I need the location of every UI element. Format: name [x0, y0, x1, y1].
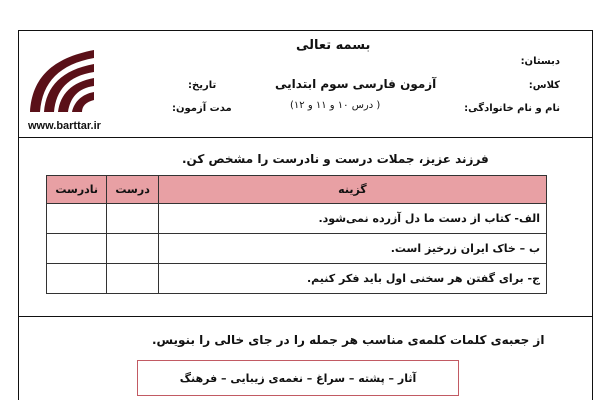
lessons-range: ( درس ۱۰ و ۱۱ و ۱۲): [290, 100, 381, 111]
column-correct: درست: [107, 176, 158, 204]
statement-text: ج- برای گفتن هر سخنی اول باید فکر کنیم.: [158, 264, 546, 294]
incorrect-cell[interactable]: [47, 204, 107, 234]
exam-title: آزمون فارسی سوم ابتدایی: [275, 77, 437, 91]
table-header-row: [47, 176, 547, 204]
top-border: [18, 30, 592, 31]
word-box: آثار – پشته – سراغ – نغمه‌ی زیبایی – فرهنگ: [137, 360, 459, 396]
table-row: [47, 204, 547, 234]
duration-label: مدت آزمون:: [172, 103, 232, 114]
correct-cell[interactable]: [107, 204, 158, 234]
true-false-table: [46, 175, 547, 294]
incorrect-cell[interactable]: [47, 264, 107, 294]
header-divider: [18, 137, 592, 138]
bismillah: بسمه تعالی: [296, 38, 371, 53]
statement-text: الف- کتاب از دست ما دل آزرده نمی‌شود.: [158, 204, 546, 234]
date-label: تاریخ:: [188, 80, 217, 91]
website-url: www.barttar.ir: [28, 120, 101, 132]
section-divider: [18, 316, 592, 317]
correct-cell[interactable]: [107, 264, 158, 294]
statement-text: ب – خاک ایران زرخیز است.: [158, 234, 546, 264]
barttar-logo-icon: [22, 38, 102, 118]
right-border: [592, 30, 593, 400]
table-row: [47, 264, 547, 294]
class-label: کلاس:: [528, 80, 560, 91]
column-option: گزینه: [158, 176, 546, 204]
name-label: نام و نام خانوادگی:: [464, 103, 560, 114]
left-border: [18, 30, 19, 400]
correct-cell[interactable]: [107, 234, 158, 264]
table-row: [47, 234, 547, 264]
column-incorrect: نادرست: [47, 176, 107, 204]
section2-instruction: از جعبه‌ی کلمات کلمه‌ی مناسب هر جمله را در جای خالی را بنویس.: [152, 333, 545, 347]
incorrect-cell[interactable]: [47, 234, 107, 264]
section1-instruction: فرزند عزیز، جملات درست و نادرست را مشخص کن.: [182, 152, 489, 166]
school-label: دبستان:: [520, 56, 560, 67]
